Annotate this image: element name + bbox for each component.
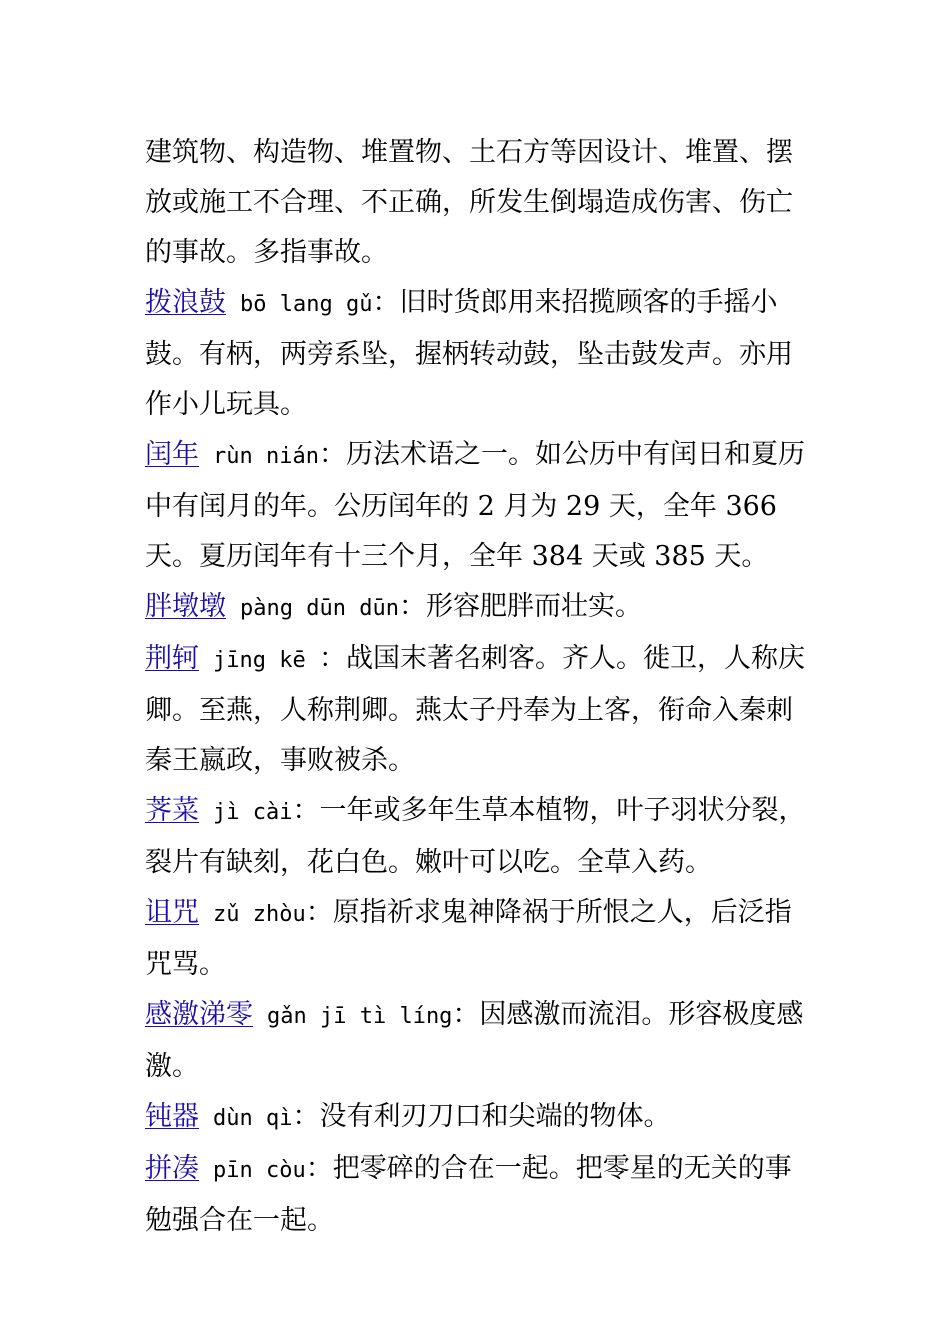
pinyin: dùn qì (213, 1106, 293, 1131)
term-link[interactable]: 闰年 (145, 439, 199, 470)
definition: ：原指祈求鬼神降祸于所恨之人，后泛指咒骂。 (145, 897, 792, 980)
pinyin: jīng kē (213, 648, 319, 673)
entry-jingke (145, 634, 810, 786)
term-link[interactable]: 拼凑 (145, 1153, 199, 1184)
definition: ：一年或多年生草本植物，叶子羽状分裂，裂片有缺刻，花白色。嫩叶可以吃。全草入药。 (145, 795, 806, 878)
definition: ：形容肥胖而壮实。 (398, 591, 642, 622)
term-link[interactable]: 诅咒 (145, 897, 199, 928)
pinyin: bō lang gǔ (240, 292, 373, 317)
entry-runnian (145, 430, 810, 582)
term-link[interactable]: 感激涕零 (145, 999, 253, 1030)
term-link[interactable]: 钝器 (145, 1101, 199, 1132)
definition: ：战国末著名刺客。齐人。徙卫，人称庆卿。至燕，人称荆卿。燕太子丹奉为上客，衔命入秦刺秦王嬴政，事败被杀。 (145, 643, 805, 776)
entry-ganjitiling (145, 990, 810, 1092)
term-link[interactable]: 荆轲 (145, 643, 199, 674)
pinyin: gǎn jī tì líng (267, 1004, 453, 1029)
definition: ：把零碎的合在一起。把零星的无关的事勉强合在一起。 (145, 1153, 792, 1236)
intro-paragraph: 建筑物、构造物、堆置物、土石方等因设计、堆置、摆放或施工不合理、不正确，所发生倒塌造成伤害、伤亡的事故。多指事故。 (145, 137, 793, 268)
pinyin: pīn còu (213, 1158, 306, 1183)
definition: ：因感激而流泪。形容极度感激。 (145, 999, 804, 1082)
pinyin: pàng dūn dūn (240, 596, 399, 621)
term-link[interactable]: 胖墩墩 (145, 591, 226, 622)
entry-dunqi (145, 1092, 810, 1144)
entry-zuzhou (145, 888, 810, 990)
term-link[interactable]: 拨浪鼓 (145, 287, 226, 318)
entry-pincou (145, 1144, 810, 1246)
entry-pangdundun (145, 582, 810, 634)
definition: ：没有利刃刀口和尖端的物体。 (292, 1101, 671, 1132)
pinyin: rùn nián (213, 444, 319, 469)
pinyin: zǔ zhòu (213, 902, 306, 927)
definition: ：历法术语之一。如公历中有闰日和夏历中有闰月的年。公历闰年的 2 月为 29 天，全年 366 天。夏历闰年有十三个月，全年 384 天或 385 天。 (145, 439, 805, 572)
term-link[interactable]: 荠菜 (145, 795, 199, 826)
definition: ：旧时货郎用来招揽顾客的手摇小鼓。有柄，两旁系坠，握柄转动鼓，坠击鼓发声。亦用作小儿玩具。 (145, 287, 793, 420)
pinyin: jì cài (213, 800, 293, 825)
document-page (145, 128, 810, 1246)
entry-bolanggu (145, 278, 810, 430)
entry-jicai (145, 786, 810, 888)
